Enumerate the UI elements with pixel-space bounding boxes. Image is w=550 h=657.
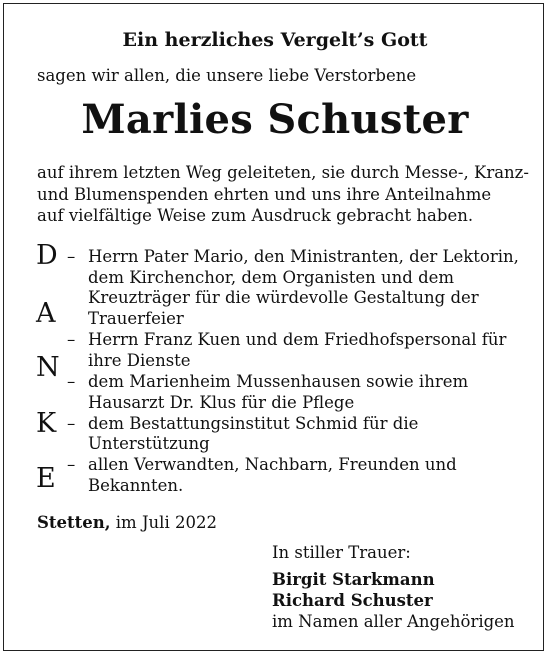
signature-name: Birgit Starkmann — [272, 570, 435, 589]
place-name: Stetten, — [37, 513, 111, 532]
danke-item-line: dem Kirchenchor, dem Organisten und dem — [88, 268, 455, 287]
danke-item-line: Bekannten. — [88, 476, 184, 495]
thanks-text-line: auf ihrem letzten Weg geleiteten, sie durch Messe-, Kranz- — [37, 163, 529, 182]
list-dash: – — [67, 455, 76, 474]
danke-letter: A — [36, 298, 56, 329]
danke-item-line: Trauerfeier — [88, 309, 184, 328]
danke-letter: D — [36, 240, 58, 271]
danke-letter: K — [36, 408, 57, 439]
date-text: im Juli 2022 — [110, 513, 217, 532]
danke-letter: E — [36, 463, 56, 494]
intro-text: sagen wir allen, die unsere liebe Verstorbene — [37, 66, 417, 85]
signature-intro: In stiller Trauer: — [272, 543, 411, 562]
danke-letter: N — [36, 352, 60, 383]
danke-item-line: dem Marienheim Mussenhausen sowie ihrem — [88, 372, 469, 391]
danke-item-line: ihre Dienste — [88, 351, 191, 370]
signature-name: Richard Schuster — [272, 591, 433, 610]
list-dash: – — [67, 330, 76, 349]
signature-closing: im Namen aller Angehörigen — [272, 612, 515, 631]
danke-item-line: dem Bestattungsinstitut Schmid für die — [88, 414, 419, 433]
danke-item-line: Herrn Franz Kuen und dem Friedhofspersonal für — [88, 330, 507, 349]
thanks-text-line: und Blumenspenden ehrten und uns ihre Anteilnahme — [37, 185, 492, 204]
danke-item-line: Unterstützung — [88, 434, 210, 453]
deceased-name: Marlies Schuster — [81, 96, 469, 143]
danke-item-line: Hausarzt Dr. Klus für die Pflege — [88, 393, 355, 412]
list-dash: – — [67, 372, 76, 391]
list-dash: – — [67, 414, 76, 433]
danke-item-line: Kreuzträger für die würdevolle Gestaltung der — [88, 288, 479, 307]
danke-item-line: allen Verwandten, Nachbarn, Freunden und — [88, 455, 457, 474]
notice-heading: Ein herzliches Vergelt’s Gott — [122, 29, 428, 51]
list-dash: – — [67, 247, 76, 266]
thanks-text-line: auf vielfältige Weise zum Ausdruck gebracht haben. — [37, 206, 474, 225]
place-date — [37, 513, 217, 532]
danke-item-line: Herrn Pater Mario, den Ministranten, der Lektorin, — [88, 247, 519, 266]
